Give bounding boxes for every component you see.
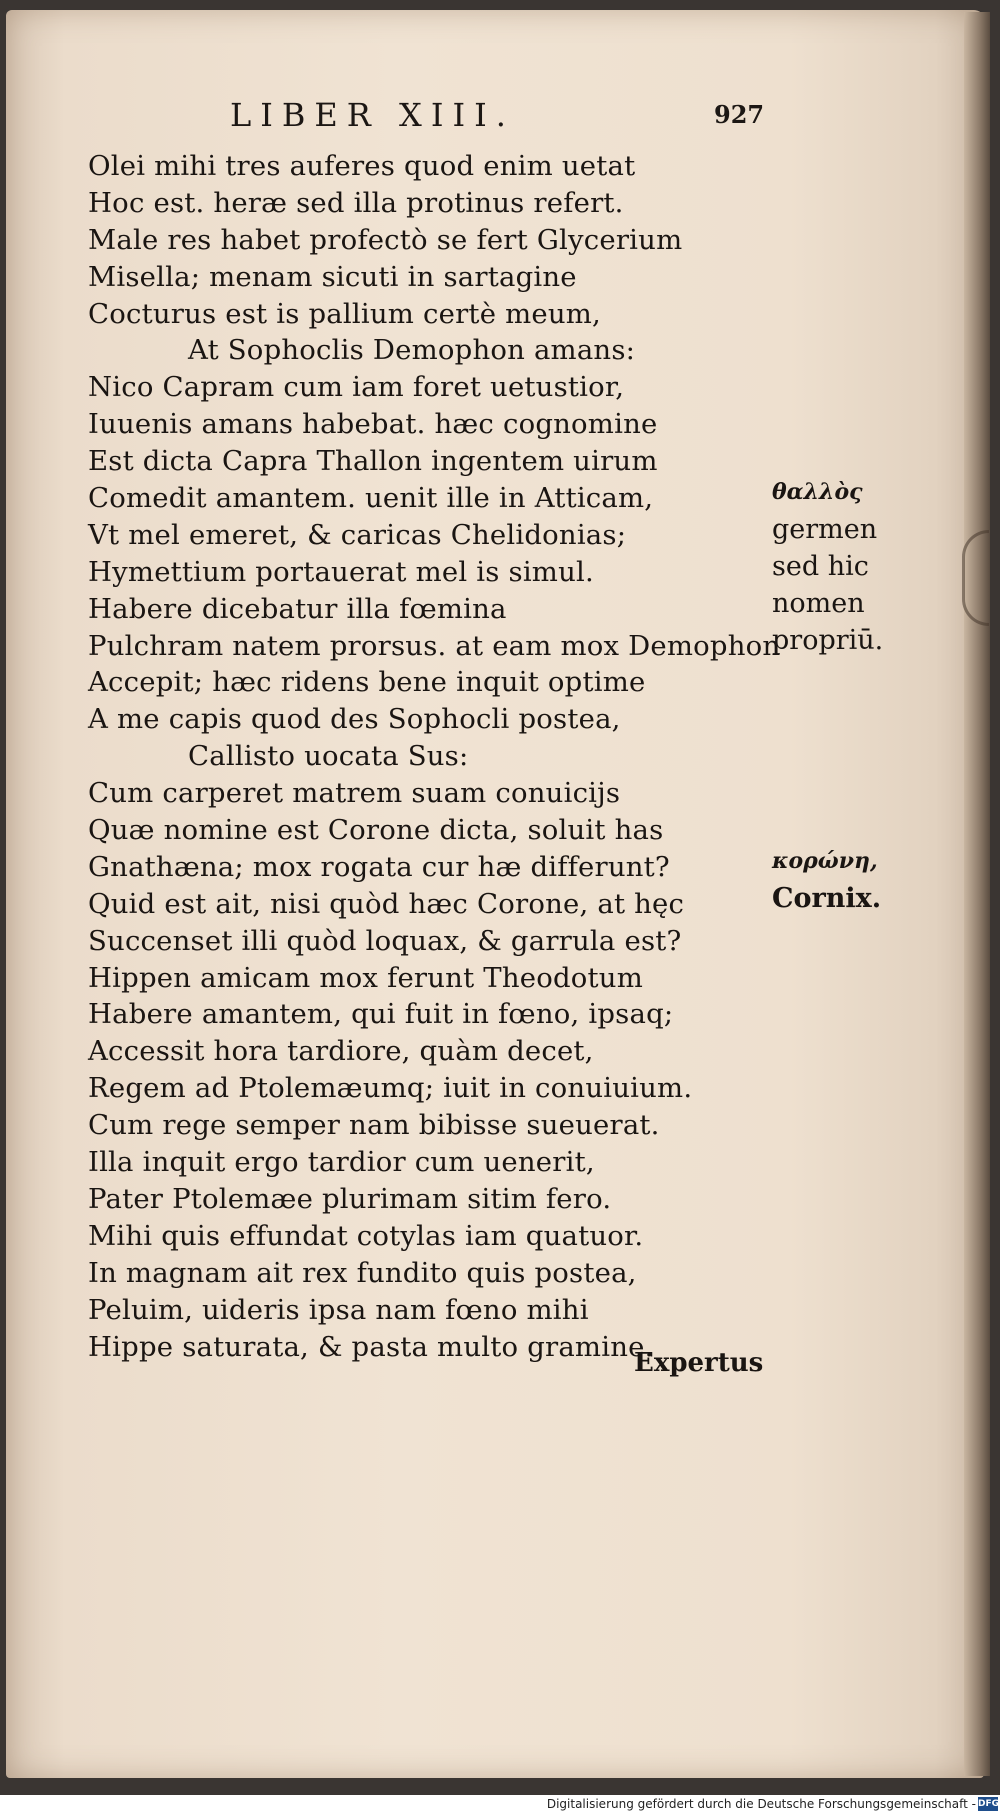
text-line: Quid est ait, nisi quòd hæc Corone, at hęc — [88, 887, 685, 920]
text-line: Peluim, uideris ipsa nam fœno mihi — [88, 1293, 589, 1326]
text-line: In magnam ait rex fundito quis postea, — [88, 1256, 637, 1289]
text-line: Illa inquit ergo tardior cum uenerit, — [88, 1146, 595, 1179]
margin-gloss-line: nomen — [772, 588, 865, 619]
text-line: Accepit; hæc ridens bene inquit optime — [88, 666, 646, 699]
text-line: Quæ nomine est Corone dicta, soluit has — [88, 814, 664, 847]
text-line: Est dicta Capra Thallon ingentem uirum — [88, 445, 658, 478]
text-line: Nico Capram cum iam foret uetustior, — [88, 371, 625, 404]
margin-gloss-line: propriū. — [772, 625, 884, 656]
greek-gloss: κορώνη, — [772, 848, 878, 874]
text-line: Olei mihi tres auferes quod enim uetat — [88, 150, 636, 182]
text-line: Male res habet profectò se fert Glycerium — [88, 223, 683, 256]
page-edge — [964, 12, 990, 1776]
text-line: Hippe saturata, & pasta multo gramine. — [88, 1330, 654, 1363]
text-line: A me capis quod des Sophocli postea, — [88, 703, 621, 736]
page-header — [230, 96, 790, 136]
text-line: Gnathæna; mox rogata cur hæ differunt? — [88, 850, 670, 883]
text-line: Accessit hora tardiore, quàm decet, — [88, 1035, 594, 1068]
text-line: Hippen amicam mox ferunt Theodotum — [88, 961, 643, 994]
text-line: Cum carperet matrem suam conuicijs — [88, 777, 621, 810]
text-line: Vt mel emeret, & caricas Chelidonias; — [88, 518, 627, 551]
text-line: Pater Ptolemæe plurimam sitim fero. — [88, 1182, 612, 1215]
digitization-credit: Digitalisierung gefördert durch die Deutsche Forschungsgemeinschaft - — [546, 1797, 976, 1811]
text-line: Pulchram natem prorsus. at eam mox Demophon — [88, 629, 781, 662]
binding-clip — [962, 530, 989, 626]
margin-gloss-line: Cornix. — [772, 883, 882, 914]
section-heading: At Sophoclis Demophon amans: — [188, 334, 636, 367]
text-line: Succenset illi quòd loquax, & garrula est? — [88, 924, 682, 957]
text-line: Misella; menam sicuti in sartagine — [88, 260, 577, 293]
text-line: Hoc est. heræ sed illa protinus refert. — [88, 186, 624, 219]
running-head: LIBER XIII. — [230, 96, 515, 134]
text-line: Hymettium portauerat mel is simul. — [88, 555, 594, 588]
text-line: Cocturus est is pallium certè meum, — [88, 297, 601, 330]
section-heading: Callisto uocata Sus: — [188, 740, 469, 773]
text-line: Habere dicebatur illa fœmina — [88, 592, 507, 625]
text-line: Regem ad Ptolemæumq; iuit in conuiuium. — [88, 1072, 693, 1105]
text-line: Comedit amantem. uenit ille in Atticam, — [88, 482, 654, 515]
catchword: Expertus — [634, 1348, 764, 1378]
margin-gloss-line: germen — [772, 514, 878, 545]
text-line: Iuuenis amans habebat. hæc cognomine — [88, 408, 658, 441]
text-line: Habere amantem, qui fuit in fœno, ipsaq; — [88, 998, 674, 1031]
margin-note-korone — [772, 843, 912, 917]
margin-note-thallos — [772, 474, 912, 659]
text-line: Mihi quis effundat cotylas iam quatuor. — [88, 1219, 644, 1252]
dfg-logo: DFG — [978, 1799, 1000, 1809]
text-line: Cum rege semper nam bibisse sueuerat. — [88, 1109, 660, 1142]
page-number: 927 — [714, 100, 765, 129]
margin-gloss-line: sed hic — [772, 551, 869, 582]
greek-gloss: θαλλὸς — [772, 479, 863, 505]
main-text — [88, 148, 781, 1365]
